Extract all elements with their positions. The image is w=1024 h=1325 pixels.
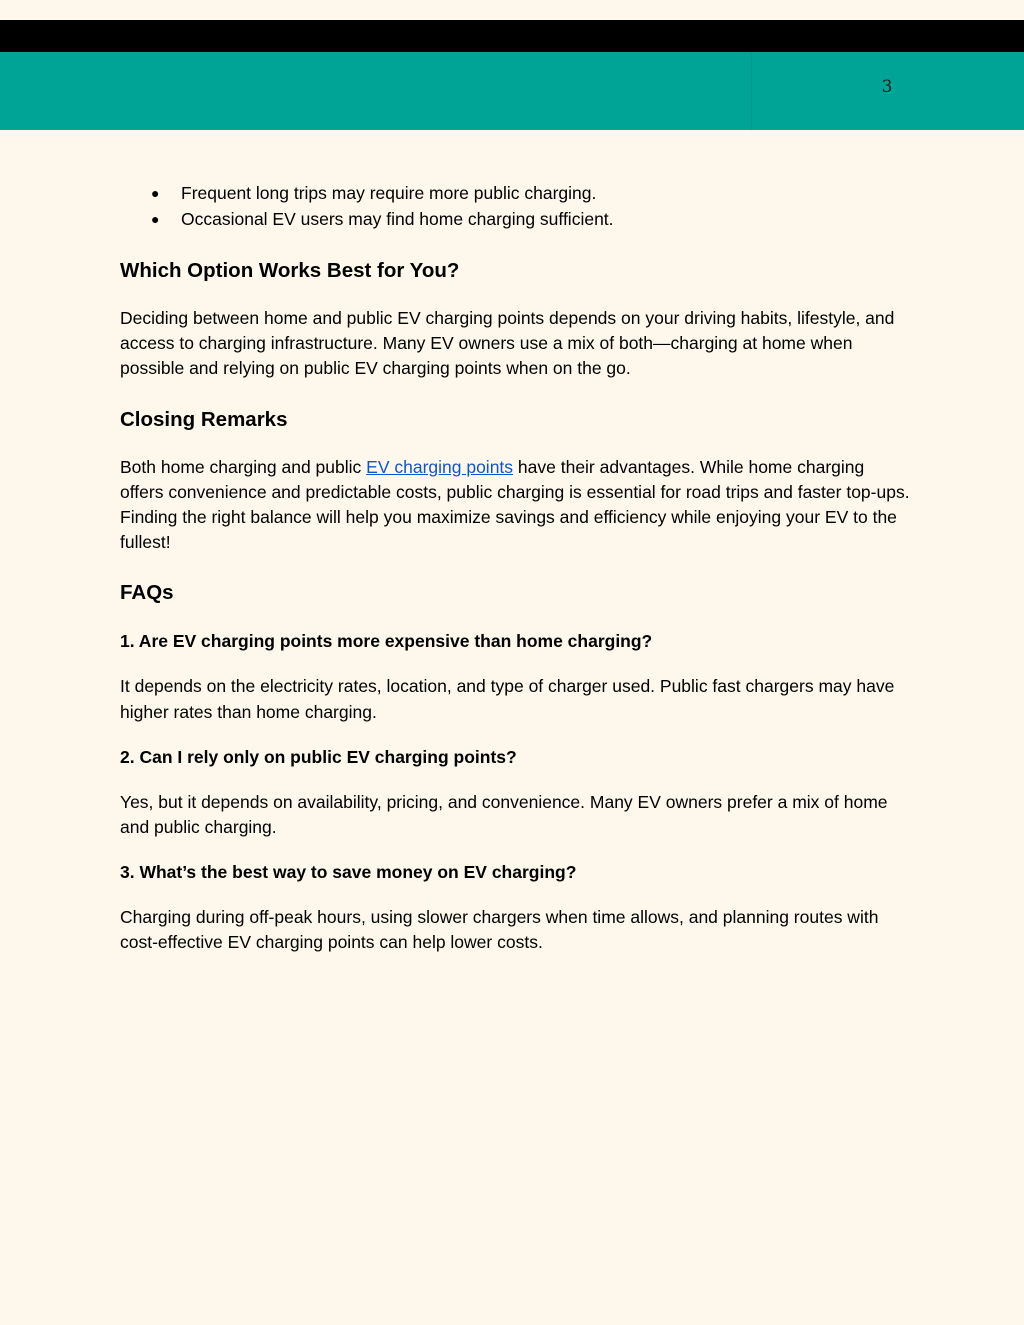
faq-question: 1. Are EV charging points more expensive than home charging? [120, 631, 653, 652]
section-body-closing-remarks [120, 455, 910, 556]
page-number: 3 [881, 77, 893, 97]
section-heading-which-option: Which Option Works Best for You? [120, 259, 460, 282]
section-heading-closing-remarks: Closing Remarks [120, 407, 288, 431]
faq-question: 2. Can I rely only on public EV charging points? [120, 746, 517, 767]
list-item-text: Frequent long trips may require more public charging. [181, 183, 597, 203]
list-item [120, 206, 910, 232]
header-band-divider [751, 52, 752, 130]
faq-answer: Yes, but it depends on availability, pricing, and convenience. Many EV owners prefer a mix of home and public charging. [120, 791, 888, 838]
section-body-which-option: Deciding between home and public EV charging points depends on your driving habits, lifestyle, and access to charging infrastructure. Many EV owners use a mix of both—charging at home when possible and relying on public EV charging points when on the go. [120, 308, 895, 379]
closing-text-after-link: have their advantages. While home charging offers convenience and predictable costs, public charging is essential for road trips and faster top-ups. Finding the right balance will help you maximize savings and efficiency while enjoying your EV to the fullest! [120, 456, 910, 553]
faq-answer: Charging during off-peak hours, using slower chargers when time allows, and planning routes with cost-effective EV charging points can help lower costs. [120, 907, 879, 953]
header-black-bar [0, 20, 1024, 52]
faq-question: 3. What’s the best way to save money on EV charging? [120, 862, 577, 883]
faq-answer: It depends on the electricity rates, location, and type of charger used. Public fast chargers may have higher rates than home charging. [120, 676, 895, 722]
ev-charging-points-link[interactable]: EV charging points [366, 456, 514, 477]
page-content [120, 180, 910, 956]
section-heading-faqs: FAQs [120, 581, 174, 605]
bullet-dot-icon: ● [151, 185, 160, 201]
list-item [120, 180, 910, 206]
bullet-list [120, 180, 910, 232]
closing-text-before-link: Both home charging and public [120, 456, 367, 477]
list-item-text: Occasional EV users may find home charging sufficient. [181, 209, 614, 229]
bullet-dot-icon: ● [151, 211, 160, 227]
